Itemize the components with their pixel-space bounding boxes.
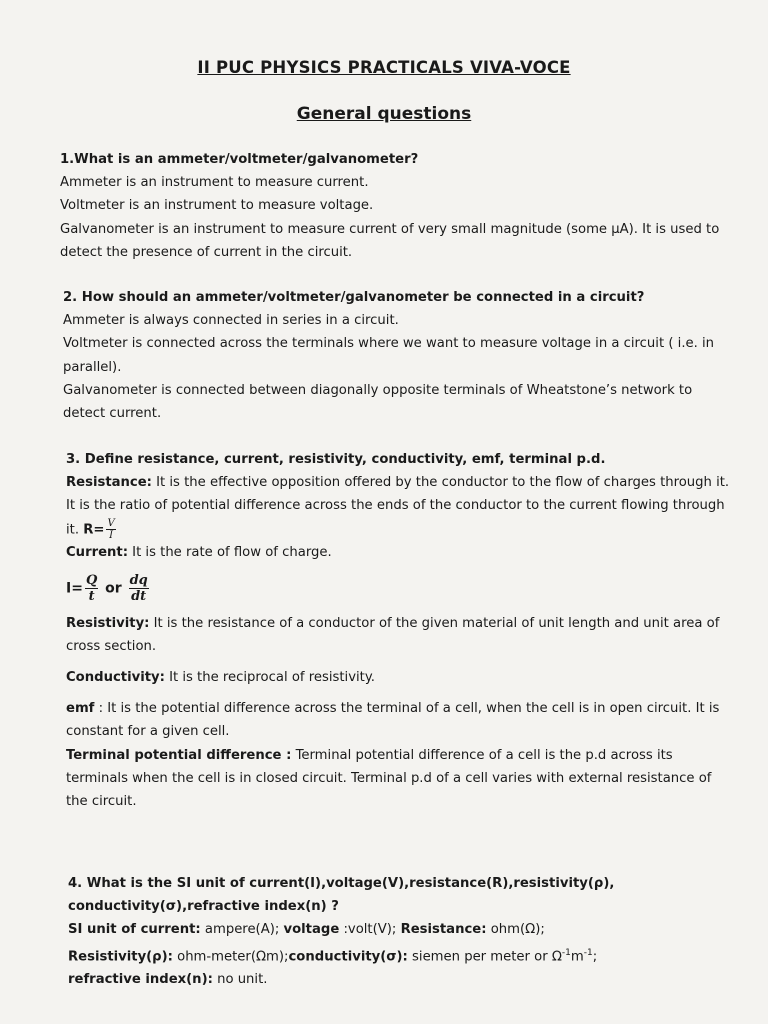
- question-2-section: [63, 286, 735, 425]
- si-units-line-3: [68, 968, 728, 991]
- resistance-formula-denominator: I: [109, 529, 114, 541]
- si-voltage-value: :volt(V);: [339, 922, 401, 938]
- conductivity-label: Conductivity:: [66, 669, 165, 685]
- answer-1-galvanometer: Galvanometer is an instrument to measure current of very small magnitude (some µA). It is used to detect the presence of current in the circuit.: [60, 221, 720, 260]
- page-title: II PUC PHYSICS PRACTICALS VIVA-VOCE: [197, 58, 571, 77]
- answer-2-galvanometer: Galvanometer is connected between diagonally opposite terminals of Wheatstone’s network to detect current.: [63, 382, 693, 422]
- question-3-section: [66, 448, 732, 813]
- resistivity-definition: [66, 612, 732, 658]
- answer-2-voltmeter: Voltmeter is connected across the terminals where we want to measure voltage in a circuit ( i.e. in parallel).: [63, 336, 715, 375]
- current-formula-or: or: [105, 580, 122, 597]
- current-formula-fraction-2: [129, 573, 149, 604]
- terminal-pd-definition: [66, 744, 732, 814]
- question-4-section: [68, 872, 728, 991]
- answer-2-ammeter: Ammeter is always connected in series in a circuit.: [63, 313, 399, 329]
- current-formula-denominator-2: dt: [131, 588, 147, 604]
- si-units-line-1: [68, 918, 728, 941]
- terminal-pd-text: Terminal potential difference of a cell is the p.d across its terminals when the cell is in closed circuit. Terminal p.d of a cell varies with external resistance of the circuit.: [66, 747, 712, 809]
- question-2: 2. How should an ammeter/voltmeter/galvanometer be connected in a circuit?: [63, 290, 645, 305]
- emf-definition: [66, 697, 732, 743]
- si-conductivity-semicolon: ;: [592, 949, 598, 964]
- si-current-label: SI unit of current:: [68, 922, 201, 938]
- current-formula: [66, 573, 732, 604]
- current-formula-denominator-1: t: [88, 588, 95, 604]
- si-voltage-label: voltage: [283, 922, 340, 938]
- si-resistivity-value: ohm-meter(Ωm);: [172, 949, 289, 964]
- si-refractive-index-label: refractive index(n):: [68, 972, 213, 988]
- si-conductivity-meter: m: [570, 949, 584, 964]
- conductivity-text: It is the reciprocal of resistivity.: [164, 669, 375, 685]
- si-resistance-label: Resistance:: [400, 922, 487, 938]
- page-subtitle: General questions: [296, 104, 472, 124]
- current-definition: [66, 541, 732, 564]
- current-formula-fraction-1: [85, 573, 98, 604]
- conductivity-definition: [66, 666, 732, 689]
- current-formula-lhs: I=: [66, 580, 83, 597]
- emf-label: emf: [66, 701, 95, 717]
- si-resistivity-label: Resistivity(ρ):: [68, 949, 173, 964]
- resistance-text: It is the effective opposition offered by the conductor to the flow of charges through it. It is the ratio of potential difference across the ends of the conductor to the current flowing through it.: [66, 475, 730, 538]
- current-formula-numerator-1: Q: [85, 572, 98, 588]
- current-formula-numerator-2: dq: [129, 572, 148, 588]
- si-conductivity-value: siemen per meter or Ω: [407, 949, 562, 964]
- si-resistance-value: ohm(Ω);: [486, 922, 545, 938]
- question-4: 4. What is the SI unit of current(I),voltage(V),resistance(R),resistivity(ρ), conductivity(σ),refractive index(n) ?: [68, 876, 615, 915]
- question-1-section: [60, 148, 732, 264]
- resistivity-label: Resistivity:: [66, 615, 150, 631]
- si-current-value: ampere(A);: [200, 922, 284, 938]
- si-conductivity-exponent-2: -1: [583, 947, 593, 958]
- resistance-formula-numerator: V: [107, 517, 115, 529]
- resistance-formula-lhs: R=: [83, 522, 105, 538]
- answer-1-voltmeter: Voltmeter is an instrument to measure voltage.: [60, 198, 374, 214]
- question-3: 3. Define resistance, current, resistivity, conductivity, emf, terminal p.d.: [66, 452, 606, 467]
- resistance-definition: [66, 471, 732, 541]
- terminal-pd-label: Terminal potential difference :: [66, 747, 292, 763]
- emf-text: : It is the potential difference across the terminal of a cell, when the cell is in open circuit. It is constant for a given cell.: [66, 701, 720, 740]
- question-1: 1.What is an ammeter/voltmeter/galvanometer?: [60, 152, 419, 167]
- si-conductivity-exponent-1: -1: [561, 947, 571, 958]
- resistance-formula-fraction: [106, 518, 115, 541]
- current-text: It is the rate of flow of charge.: [127, 545, 332, 561]
- resistance-label: Resistance:: [66, 475, 152, 491]
- resistivity-text: It is the resistance of a conductor of the given material of unit length and unit area of cross section.: [66, 615, 720, 654]
- si-conductivity-label: conductivity(σ):: [288, 949, 408, 964]
- answer-1-ammeter: Ammeter is an instrument to measure current.: [60, 175, 369, 191]
- current-label: Current:: [66, 545, 128, 561]
- si-refractive-index-value: no unit.: [212, 972, 268, 988]
- si-units-line-2: [68, 942, 728, 969]
